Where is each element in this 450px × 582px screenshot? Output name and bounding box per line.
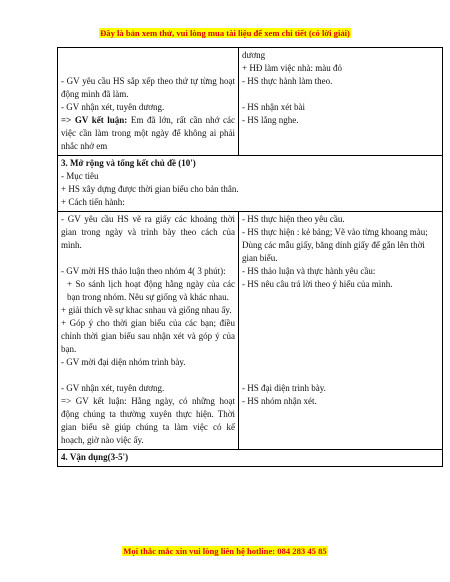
student-cell [239, 48, 443, 156]
text-line: - HS đại diện trình bày. [242, 383, 326, 393]
text-line: - GV nhận xét, tuyên dương. [61, 383, 165, 393]
table-row [58, 156, 443, 212]
section-cell [58, 450, 443, 467]
section-heading: 3. Mở rộng và tổng kết chủ đề (10') [61, 158, 196, 168]
text-line: + Góp ý cho thời gian biểu của các bạn; điều chỉnh thời gian biểu sau nhận xét và góp ý của bạn. [61, 318, 235, 354]
text-line: - Mục tiêu [61, 171, 99, 181]
lesson-table [57, 47, 443, 467]
text-line: - GV yêu cầu HS vẽ ra giấy các khoảng thời gian trong ngày và trình bày theo cách của mình. [61, 214, 235, 250]
conclusion-body: Em đã lớn, rất cần nhớ các việc cần làm trong một ngày để không ai phải nhắc nhở em [61, 115, 235, 151]
text-line: - HS lắng nghe. [242, 115, 299, 125]
hotline-banner-text: Mọi thắc mắc xin vui lòng liên hệ hotline: 084 283 45 85 [123, 546, 327, 556]
teacher-cell [58, 212, 239, 450]
student-cell [239, 212, 443, 450]
text-line: + HS xây dựng được thời gian biểu cho bản thân. [61, 184, 239, 194]
conclusion-prefix: => GV kết luận: [61, 115, 128, 125]
text-line: - GV yêu cầu HS sắp xếp theo thứ tự từng hoạt động mình đã làm. [61, 76, 235, 99]
text-line: + Cách tiến hành: [61, 197, 125, 207]
text-line: - GV mời HS thảo luận theo nhóm 4( 3 phút): [61, 266, 226, 276]
text-line: dương [242, 50, 266, 60]
table-row [58, 212, 443, 450]
preview-banner-text: Đây là bản xem thử, vui lòng mua tài liệu để xem chi tiết (có lời giải) [100, 28, 350, 38]
teacher-cell [58, 48, 239, 156]
text-line: + So sánh lịch hoạt động hằng ngày của các bạn trong nhóm. Nêu sự giống và khác nhau. [67, 279, 235, 302]
text-line: + giải thích về sự khac snhau và giống nhau ấy. [61, 305, 232, 315]
text-line: - HS thực hiện : kẻ bảng; Vẽ vào từng khoang màu; Dùng các mẫu giấy, băng dính giấy để gắn lên thời gian biểu. [242, 227, 428, 263]
text-line: - GV nhận xét, tuyên dương. [61, 102, 165, 112]
preview-banner [0, 28, 450, 38]
conclusion-text [61, 114, 235, 153]
text-line: - GV mời đại diện nhóm trình bày. [61, 357, 186, 367]
table-row [58, 48, 443, 156]
table-row [58, 450, 443, 467]
section-cell [58, 156, 443, 212]
section-heading: 4. Vận dụng(3-5') [61, 452, 129, 462]
text-line: - HS nhận xét bài [242, 102, 305, 112]
text-line: - HS nêu câu trả lời theo ý hiểu của mình. [242, 279, 393, 289]
text-line: - HS nhóm nhận xét. [242, 396, 317, 406]
text-line: - HS thực hành làm theo. [242, 76, 333, 86]
text-line: + HĐ làm việc nhà: màu đỏ [242, 63, 343, 73]
text-line: - HS thảo luận và thực hành yêu cầu: [242, 266, 376, 276]
text-line: - HS thực hiện theo yêu cầu. [242, 214, 345, 224]
text-line: => GV kết luận: Hằng ngày, có những hoạt động chúng ta thường xuyên thực hiện. Thời gian biểu sẽ giúp chúng ta làm việc có kế hoạch, giờ nào việc ấy. [61, 396, 235, 445]
hotline-banner [0, 546, 450, 556]
